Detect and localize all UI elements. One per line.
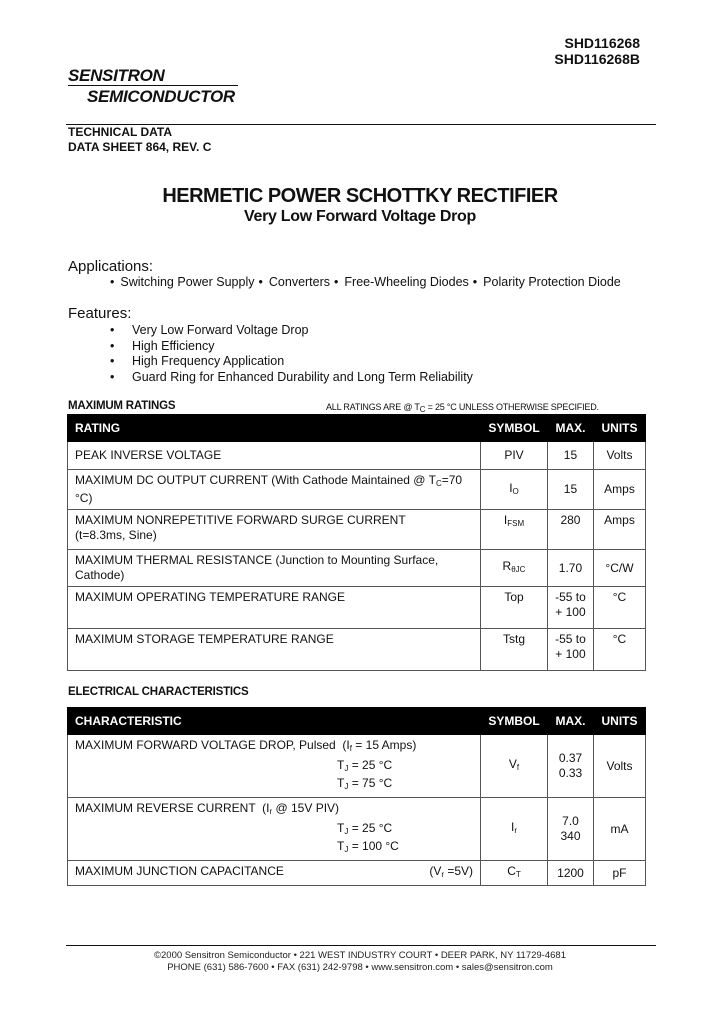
units-cell: pF [593, 861, 645, 886]
units-cell: Amps [593, 510, 645, 550]
features-heading: Features: [68, 305, 132, 322]
footer-address: ©2000 Sensitron Semiconductor • 221 WEST INDUSTRY COURT • DEER PARK, NY 11729-4681 [154, 950, 566, 961]
data-sheet-label: DATA SHEET 864, REV. C [68, 140, 212, 154]
units-cell: °C [593, 629, 645, 671]
units-cell: mA [593, 798, 645, 861]
application-item: Switching Power Supply [120, 275, 255, 289]
feature-text: High Efficiency [132, 338, 215, 353]
features-list [110, 323, 473, 385]
application-item: Free-Wheeling Diodes [344, 275, 469, 289]
bullet: • [472, 275, 478, 289]
feature-text: Guard Ring for Enhanced Durability and Long Term Reliability [132, 369, 473, 384]
rating-cell: MAXIMUM DC OUTPUT CURRENT (With Cathode Maintained @ $T_C=70$ °C) [68, 470, 481, 510]
electrical-table [67, 707, 646, 886]
table-row [68, 470, 646, 510]
characteristic-cell: MAXIMUM FORWARD VOLTAGE DROP, Pulsed ($I_f = 15$ Amps) $T_J = 25$ °C $T_J = 75$ °C [68, 735, 481, 798]
feature-item [110, 323, 473, 339]
characteristic-cell: MAXIMUM JUNCTION CAPACITANCE $(V_r =5V)$ [68, 861, 481, 886]
max-cell: 280 [547, 510, 593, 550]
table-row [68, 735, 646, 798]
max-cell: 0.37 0.33 [548, 735, 594, 798]
application-item: Polarity Protection Diode [483, 275, 621, 289]
electrical-heading: ELECTRICAL CHARACTERISTICS [68, 686, 249, 698]
document-subtitle: Very Low Forward Voltage Drop [244, 208, 476, 225]
feature-item [110, 339, 473, 355]
tech-data-block [68, 125, 211, 155]
col-symbol: SYMBOL [481, 415, 548, 442]
col-units: UNITS [593, 708, 645, 735]
symbol-cell: $C_T$ [481, 861, 548, 886]
bullet: • [110, 275, 115, 289]
col-characteristic: CHARACTERISTIC [68, 708, 481, 735]
table-header-row [68, 415, 646, 442]
col-rating: RATING [68, 415, 481, 442]
document-title: HERMETIC POWER SCHOTTKY RECTIFIER [162, 185, 558, 207]
col-units: UNITS [593, 415, 645, 442]
tech-data-label: TECHNICAL DATA [68, 125, 172, 139]
feature-text: High Frequency Application [132, 354, 285, 368]
rating-cell: MAXIMUM STORAGE TEMPERATURE RANGE [68, 629, 481, 671]
feature-item [110, 354, 473, 370]
symbol-cell: $I_r$ [481, 798, 548, 861]
footer-contact: PHONE (631) 586-7600 • FAX (631) 242-9798 • www.sensitron.com • sales@sensitron.com [167, 962, 553, 973]
bullet: • [110, 354, 115, 368]
table-header-row [68, 708, 646, 735]
units-cell: °C [593, 587, 645, 629]
max-cell: -55 to + 100 [547, 629, 593, 671]
max-cell: 15 [547, 470, 593, 510]
rating-cell: MAXIMUM THERMAL RESISTANCE (Junction to Mounting Surface, Cathode) [68, 550, 481, 587]
applications-heading: Applications: [68, 258, 154, 275]
symbol-cell: $R_{\theta JC}$ [481, 550, 548, 587]
table-row [68, 550, 646, 587]
units-cell: Amps [593, 470, 645, 510]
bullet: • [334, 275, 339, 289]
col-max: MAX. [548, 708, 594, 735]
characteristic-cell: MAXIMUM REVERSE CURRENT ($I_r$ @ 15V PIV) $T_J = 25$ °C $T_J = 100$ °C [68, 798, 481, 861]
table-row [68, 587, 646, 629]
rating-cell: PEAK INVERSE VOLTAGE [68, 442, 481, 470]
table-row [68, 629, 646, 671]
bullet: • [110, 338, 115, 353]
rating-cell: MAXIMUM OPERATING TEMPERATURE RANGE [68, 587, 481, 629]
symbol-cell: $V_f$ [481, 735, 548, 798]
col-symbol: SYMBOL [481, 708, 548, 735]
application-item: Converters [268, 275, 331, 289]
symbol-cell: $I_{FSM}$ [481, 510, 548, 550]
max-cell: 7.0 340 [548, 798, 594, 861]
table-row [68, 798, 646, 861]
max-ratings-note: ALL RATINGS ARE @ TC = 25 °C UNLESS OTHERWISE SPECIFIED. [326, 402, 599, 414]
logo-underline [68, 85, 238, 86]
rating-cell: MAXIMUM NONREPETITIVE FORWARD SURGE CURRENT (t=8.3ms, Sine) [68, 510, 481, 550]
symbol-cell: PIV [481, 442, 548, 470]
max-cell: 15 [547, 442, 593, 470]
table-row [68, 442, 646, 470]
part-number-1: SHD116268 [564, 35, 640, 51]
bullet: • [258, 275, 263, 289]
units-cell: °C/W [593, 550, 645, 587]
symbol-cell: Tstg [481, 629, 548, 671]
table-row [68, 861, 646, 886]
part-number-2: SHD116268B [554, 51, 640, 67]
units-cell: Volts [593, 735, 645, 798]
bullet: • [110, 369, 115, 384]
applications-list [110, 275, 621, 289]
company-logo-line2: SEMICONDUCTOR [87, 87, 235, 106]
max-cell: 1.70 [547, 550, 593, 587]
table-row [68, 510, 646, 550]
bullet: • [110, 323, 115, 337]
feature-item [110, 370, 473, 386]
max-cell: 1200 [548, 861, 594, 886]
footer [0, 950, 720, 974]
company-logo-line1: SENSITRON [68, 66, 165, 85]
max-cell: -55 to + 100 [547, 587, 593, 629]
symbol-cell: Top [481, 587, 548, 629]
max-ratings-heading: MAXIMUM RATINGS [68, 400, 176, 412]
symbol-cell: $I_O$ [481, 470, 548, 510]
col-max: MAX. [547, 415, 593, 442]
max-ratings-table [67, 414, 646, 671]
feature-text: Very Low Forward Voltage Drop [132, 323, 309, 337]
footer-rule [66, 945, 656, 946]
units-cell: Volts [593, 442, 645, 470]
